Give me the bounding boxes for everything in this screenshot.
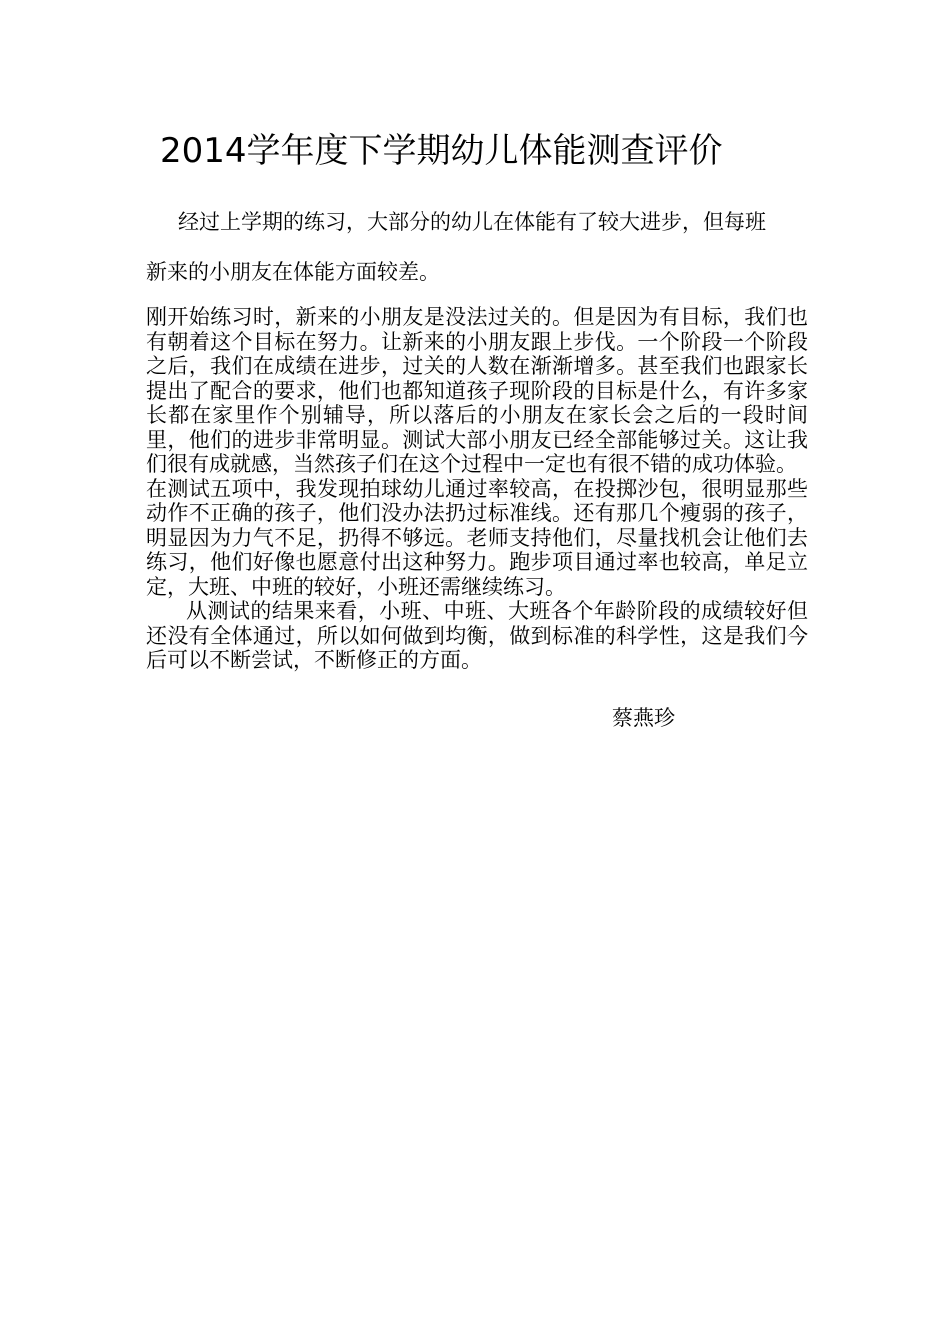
paragraph-conclusion: 从测试的结果来看，小班、中班、大班各个年龄阶段的成绩较好但还没有全体通过，所以如何做到均衡，做到标准的科学性，这是我们今后可以不断尝试，不断修正的方面。 xyxy=(146,599,808,672)
document-body xyxy=(146,305,808,673)
paragraph-progress: 刚开始练习时，新来的小朋友是没法过关的。但是因为有目标，我们也有朝着这个目标在努力。让新来的小朋友跟上步伐。一个阶段一个阶段之后，我们在成绩在进步，过关的人数在渐渐增多。甚至我们也跟家长提出了配合的要求，他们也都知道孩子现阶段的目标是什么，有许多家长都在家里作个别辅导，所以落后的小朋友在家长会之后的一段时间里，他们的进步非常明显。测试大部小朋友已经全部能够过关。这让我们很有成就感，当然孩子们在这个过程中一定也有很不错的成功体验。 xyxy=(146,305,808,476)
intro-line-2: 新来的小朋友在体能方面较差。 xyxy=(146,260,440,284)
document-title: 2014学年度下学期幼儿体能测查评价 xyxy=(160,131,723,171)
author-signature: 蔡燕珍 xyxy=(612,706,675,730)
intro-line-1: 经过上学期的练习，大部分的幼儿在体能有了较大进步，但每班 xyxy=(178,210,766,234)
paragraph-test-items: 在测试五项中，我发现拍球幼儿通过率较高，在投掷沙包，很明显那些动作不正确的孩子，他们没办法扔过标准线。还有那几个瘦弱的孩子，明显因为力气不足，扔得不够远。老师支持他们，尽量找机会让他们去练习，他们好像也愿意付出这种努力。跑步项目通过率也较高，单足立定，大班、中班的较好，小班还需继续练习。 xyxy=(146,476,808,599)
